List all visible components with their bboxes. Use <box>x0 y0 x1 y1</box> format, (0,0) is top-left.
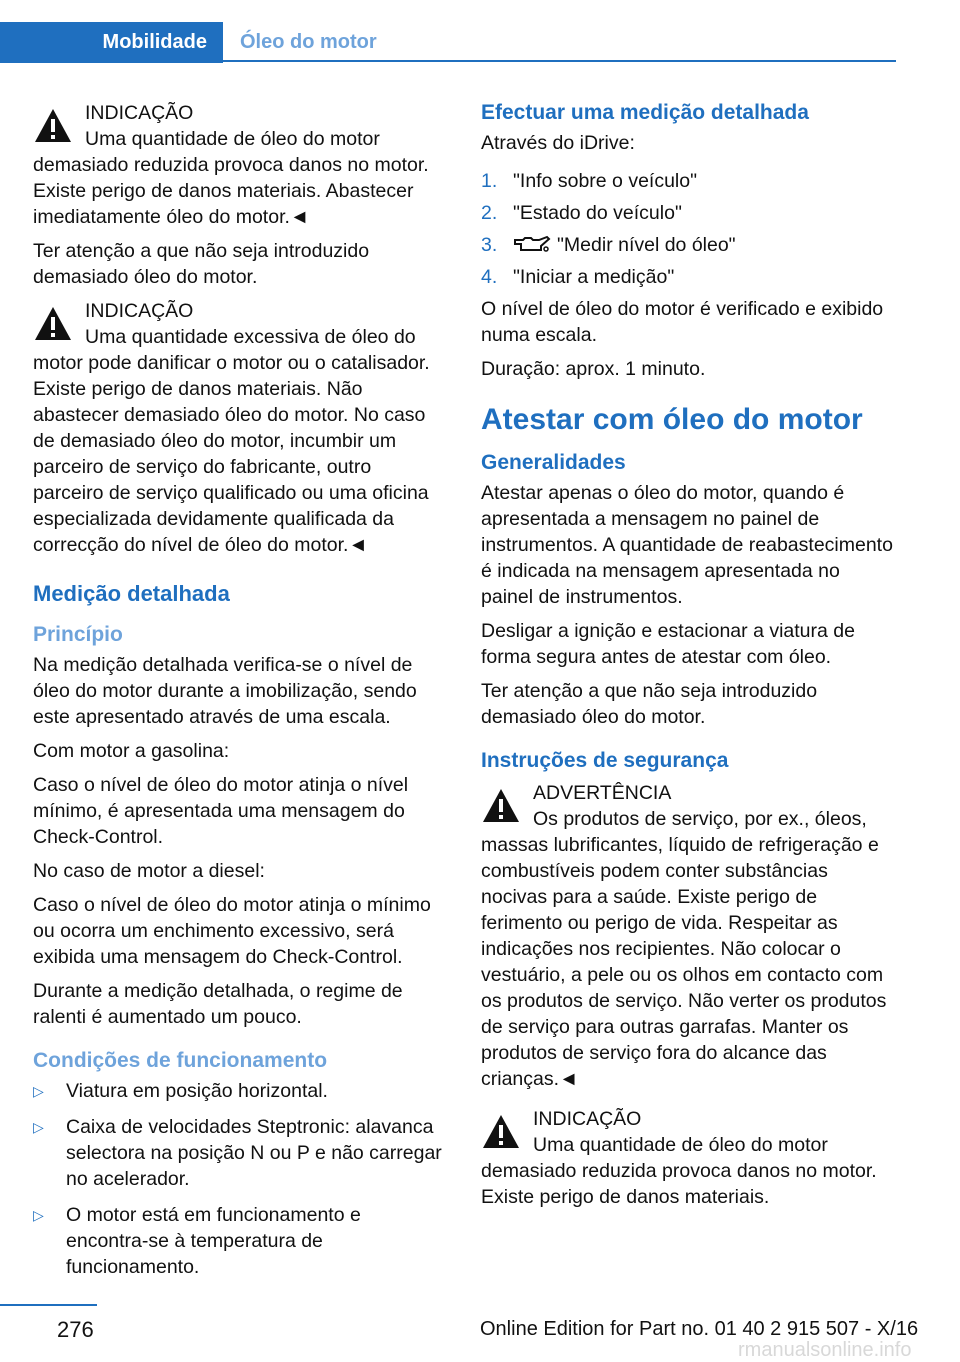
warning-title: INDICAÇÃO <box>85 102 194 124</box>
left-column <box>33 100 447 1290</box>
list-item <box>33 1114 447 1192</box>
warning-text: Os produtos de serviço, por ex., óleos, massas lubrificantes, líquido de refrigeração e combustíveis podem conter substâncias nocivas para a saúde. Existe perigo de ferimento ou perigo de vida. Respeitar as indicações nos recipientes. Não colocar o vestuário, a pele ou os olhos em contacto com os produtos de serviço. Não verter os produtos de serviço para outras garrafas. Manter os produtos de serviço fora do alcance das crianças.◄ <box>481 808 887 1090</box>
right-column <box>481 100 895 1218</box>
subsection-heading: Princípio <box>33 623 123 646</box>
warning-block <box>33 298 447 558</box>
step-text: "Info sobre o veículo" <box>513 170 698 192</box>
triangle-bullet-icon: ▷ <box>33 1083 44 1099</box>
paragraph: Durante a medição detalhada, o regime de ralenti é aumentado um pouco. <box>33 980 403 1028</box>
paragraph: Na medição detalhada verifica-se o nível de óleo do motor durante a imobilização, sendo este apresentado através de uma escala. <box>33 654 417 728</box>
warning-icon <box>481 786 521 826</box>
paragraph: O nível de óleo do motor é verificado e exibido numa escala. <box>481 298 884 346</box>
step-number: 4. <box>481 266 498 288</box>
warning-block <box>33 100 447 230</box>
step-text: "Estado do veículo" <box>513 202 682 224</box>
paragraph: Ter atenção a que não seja introduzido demasiado óleo do motor. <box>33 240 370 288</box>
step-number: 3. <box>481 234 498 256</box>
paragraph: Atestar apenas o óleo do motor, quando é apresentada a mensagem no painel de instrumentos. A quantidade de reabastecimento é indicada na mensagem apresentada no painel de instrumentos. <box>481 482 893 608</box>
section-heading: Generalidades <box>481 451 626 474</box>
triangle-bullet-icon: ▷ <box>33 1207 44 1223</box>
warning-title: INDICAÇÃO <box>85 300 194 322</box>
warning-text: Uma quantidade excessiva de óleo do motor pode danificar o motor ou o catalisador. Existe perigo de danos materiais. Não abastecer demasiado óleo do motor. No caso de demasiado óleo do motor, incumbir um parceiro de serviço do fabricante, outro parceiro de serviço qualificado ou uma oficina especializada devidamente qualificada da correcção do nível de óleo do motor.◄ <box>33 326 430 556</box>
paragraph: Duração: aprox. 1 minuto. <box>481 358 706 380</box>
step-number: 1. <box>481 170 498 192</box>
section-heading: Instruções de segurança <box>481 749 729 772</box>
warning-text: Uma quantidade de óleo do motor demasiado reduzida provoca danos no motor. Existe perigo de danos materiais. <box>481 1134 877 1208</box>
paragraph: No caso de motor a diesel: <box>33 860 265 882</box>
page-header <box>0 22 896 63</box>
conditions-list <box>33 1078 447 1280</box>
page-number: 276 <box>57 1317 94 1342</box>
warning-title: ADVERTÊNCIA <box>533 782 672 804</box>
warning-block <box>481 780 895 1092</box>
list-item-text: Viatura em posição horizontal. <box>66 1080 328 1102</box>
triangle-bullet-icon: ▷ <box>33 1119 44 1135</box>
step-text: "Iniciar a medição" <box>513 266 675 288</box>
list-item <box>481 200 895 226</box>
list-item-text: Caixa de velocidades Steptronic: alavanca selectora na posição N ou P e não carregar no acelerador. <box>66 1116 442 1190</box>
paragraph: Caso o nível de óleo do motor atinja o nível mínimo, é apresentada uma mensagem do Check-Control. <box>33 774 409 848</box>
section-tab: Mobilidade <box>0 22 223 63</box>
watermark: rmanualsonline.info <box>738 1339 912 1361</box>
step-number: 2. <box>481 202 498 224</box>
paragraph: Caso o nível de óleo do motor atinja o mínimo ou ocorra um enchimento excessivo, será exibida uma mensagem do Check-Control. <box>33 894 431 968</box>
paragraph: Ter atenção a que não seja introduzido demasiado óleo do motor. <box>481 680 818 728</box>
paragraph: Com motor a gasolina: <box>33 740 230 762</box>
topic-tab: Óleo do motor <box>240 31 377 53</box>
step-text: "Medir nível do óleo" <box>557 234 736 256</box>
subsection-heading: Condições de funcionamento <box>33 1049 328 1072</box>
warning-title: INDICAÇÃO <box>533 1108 642 1130</box>
header-rule <box>0 60 896 62</box>
list-item <box>33 1202 447 1280</box>
warning-icon <box>481 1112 521 1152</box>
warning-block <box>481 1106 895 1210</box>
paragraph: Através do iDrive: <box>481 132 635 154</box>
warning-icon <box>33 304 73 344</box>
list-item <box>481 168 895 194</box>
warning-icon <box>33 106 73 146</box>
oil-can-icon <box>513 234 551 254</box>
paragraph: Desligar a ignição e estacionar a viatura de forma segura antes de atestar com óleo. <box>481 620 855 668</box>
footer-rule <box>0 1304 97 1306</box>
list-item <box>481 232 895 258</box>
chapter-heading: Atestar com óleo do motor <box>481 403 863 436</box>
steps-list <box>481 168 895 290</box>
list-item <box>33 1078 447 1104</box>
section-heading: Medição detalhada <box>33 581 230 606</box>
list-item-text: O motor está em funcionamento e encontra-se à temperatura de funcionamento. <box>66 1204 361 1278</box>
section-heading: Efectuar uma medição detalhada <box>481 101 809 124</box>
warning-text: Uma quantidade de óleo do motor demasiado reduzida provoca danos no motor. Existe perigo de danos materiais. Abastecer imediatamente óleo do motor.◄ <box>33 128 429 228</box>
edition-note: Online Edition for Part no. 01 40 2 915 507 - X/16 <box>480 1318 919 1340</box>
list-item <box>481 264 895 290</box>
